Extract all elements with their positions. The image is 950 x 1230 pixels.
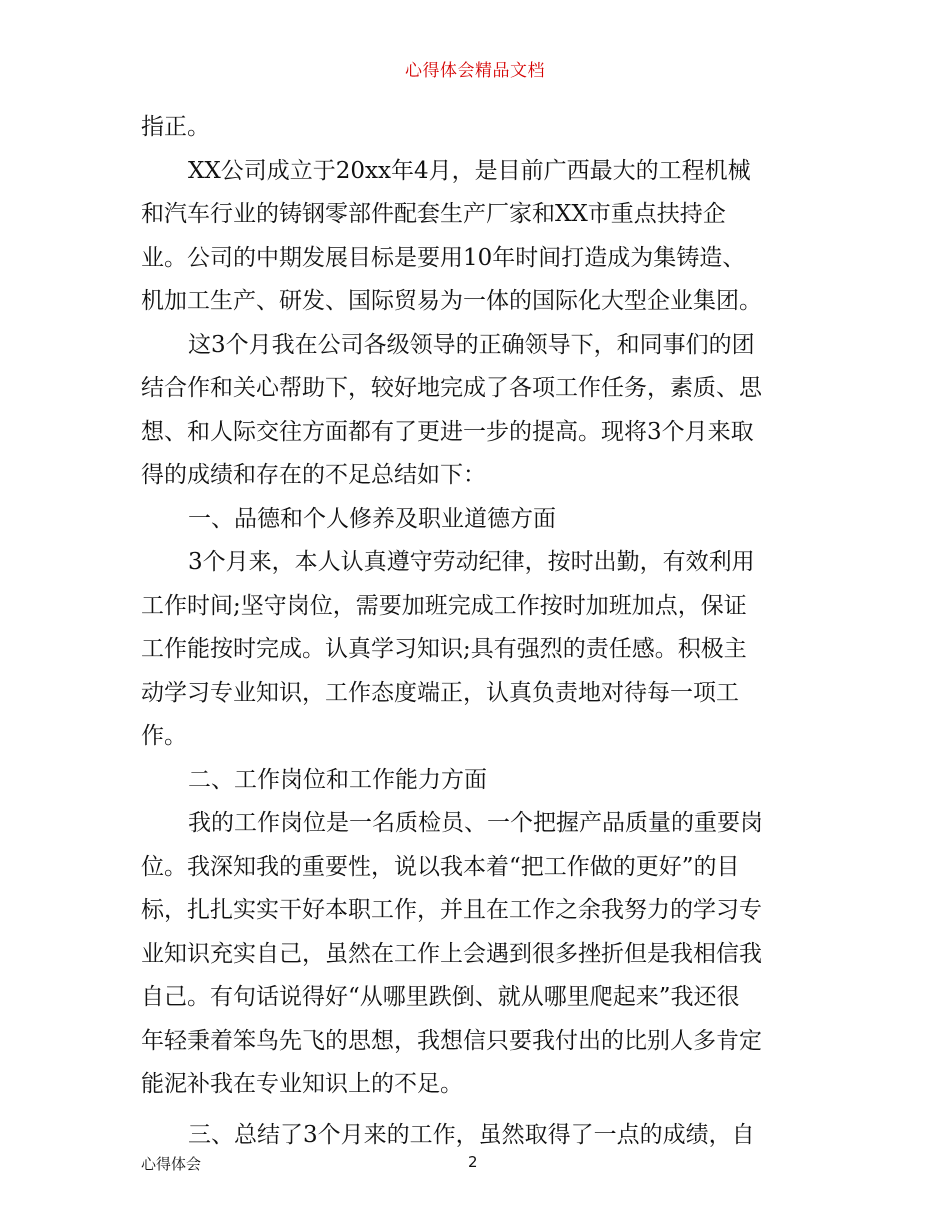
text-line: 机加工生产、研发、国际贸易为一体的国际化大型企业集团。 (141, 288, 762, 314)
text-line: 位。我深知我的重要性，说以我本着“把工作做的更好”的目 (141, 853, 740, 880)
text-line: 标，扎扎实实干好本职工作，并且在工作之余我努力的学习专 (141, 897, 762, 923)
footer-label: 心得体会 (141, 1155, 202, 1173)
text-line: 工作时间;坚守岗位，需要加班完成工作按时加班加点，保证 (141, 592, 747, 619)
text-line: 和汽车行业的铸钢零部件配套生产厂家和XX市重点扶持企 (141, 201, 726, 227)
text-line: 想、和人际交往方面都有了更进一步的提高。现将3个月来取 (141, 418, 754, 445)
text-line: 自己。有句话说得好“从哪里跌倒、就从哪里爬起来”我还很 (141, 984, 740, 1010)
text-line: 我的工作岗位是一名质检员、一个把握产品质量的重要岗 (188, 810, 763, 836)
section-heading: 一、品德和个人修养及职业道德方面 (188, 505, 556, 532)
text-line: 能泥补我在专业知识上的不足。 (141, 1071, 463, 1097)
page-number: 2 (468, 1153, 478, 1171)
text-line: 得的成绩和存在的不足总结如下： (141, 462, 486, 488)
text-line: XX公司成立于20xx年4月，是目前广西最大的工程机械 (188, 157, 751, 184)
body-text (141, 106, 811, 1157)
text-line: 作。 (141, 723, 187, 749)
section-heading: 二、工作岗位和工作能力方面 (188, 766, 487, 793)
page-header-title: 心得体会精品文档 (405, 61, 545, 81)
text-line: 这3个月我在公司各级领导的正确领导下，和同事们的团 (188, 331, 755, 358)
text-line: 3个月来，本人认真遵守劳动纪律，按时出勤，有效利用 (188, 549, 755, 575)
text-line: 指正。 (141, 114, 210, 140)
section-heading: 三、总结了3个月来的工作，虽然取得了一点的成绩，自 (188, 1121, 755, 1148)
text-line: 工作能按时完成。认真学习知识;具有强烈的责任感。积极主 (141, 636, 747, 662)
text-line: 动学习专业知识，工作态度端正，认真负责地对待每一项工 (141, 679, 739, 706)
text-line: 业知识充实自己，虽然在工作上会遇到很多挫折但是我相信我 (141, 940, 762, 967)
text-line: 业。公司的中期发展目标是要用10年时间打造成为集铸造、 (141, 244, 746, 271)
text-line: 年轻秉着笨鸟先飞的思想，我想信只要我付出的比别人多肯定 (141, 1027, 762, 1054)
text-line: 结合作和关心帮助下，较好地完成了各项工作任务，素质、思 (141, 375, 762, 401)
